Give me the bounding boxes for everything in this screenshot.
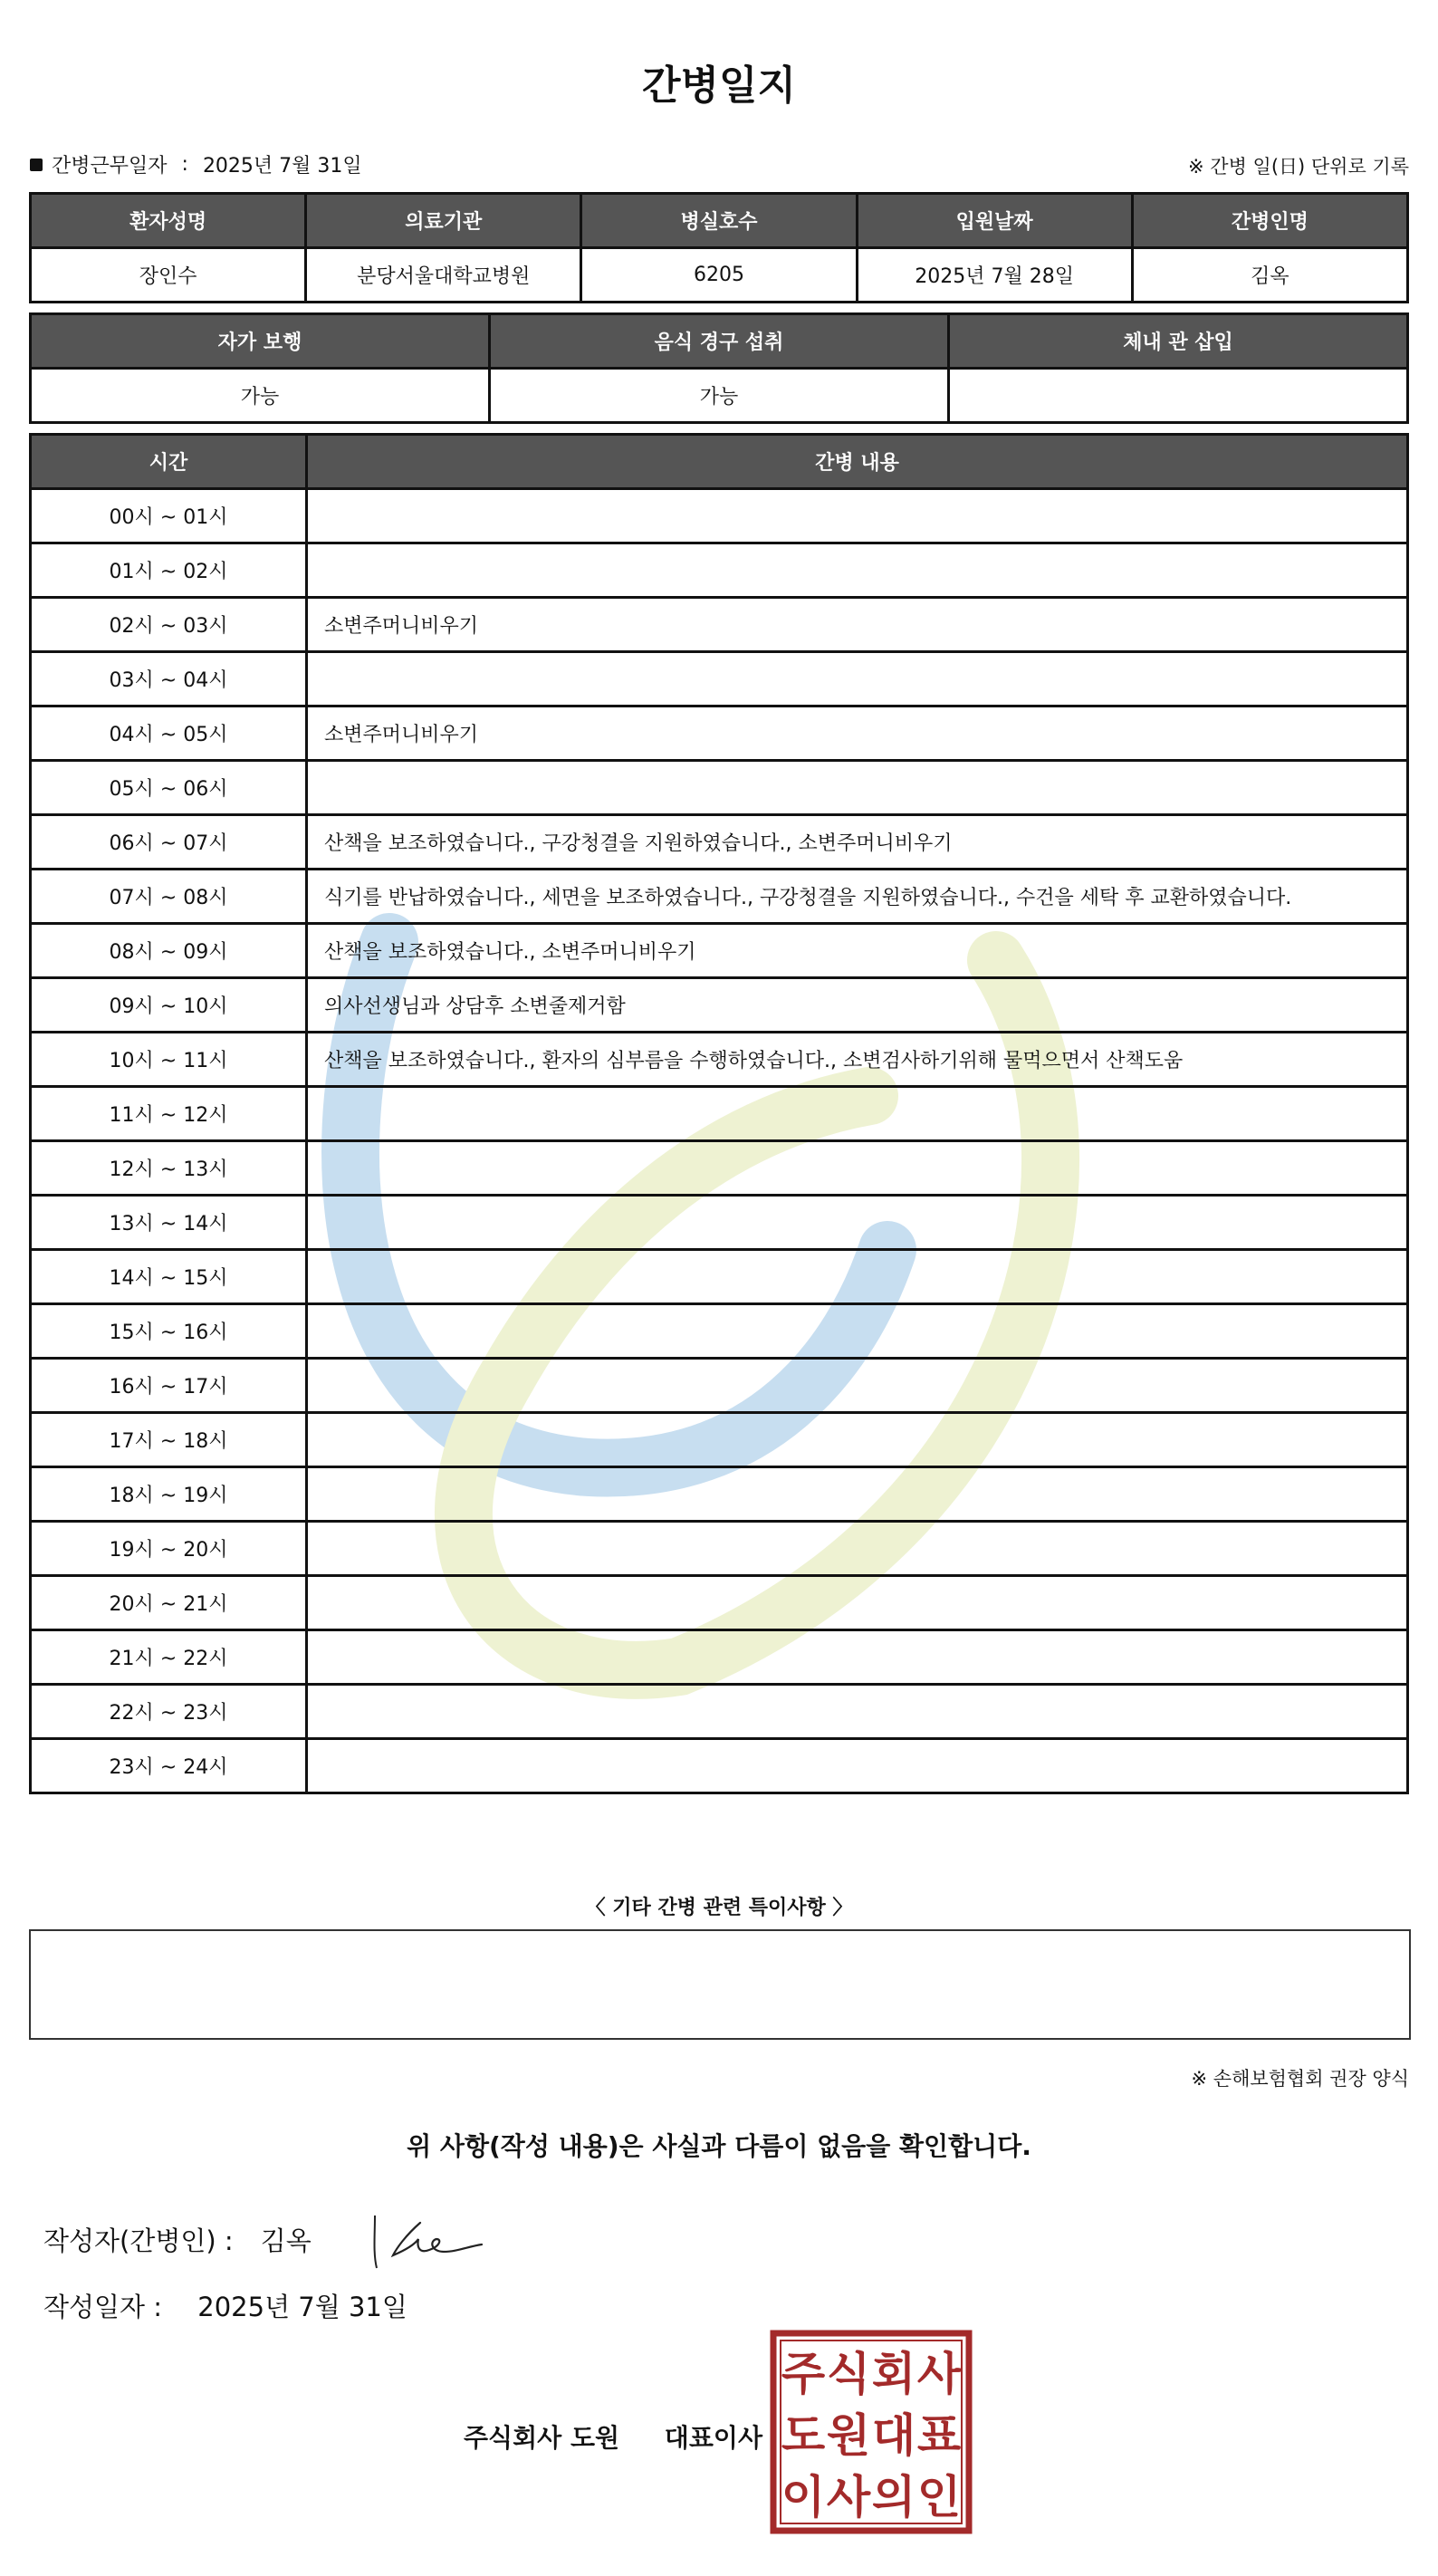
time-slot: 12시 ~ 13시 <box>31 1141 307 1196</box>
table-row <box>31 1033 1408 1087</box>
table-row <box>31 1087 1408 1141</box>
oral-intake-value: 가능 <box>490 369 949 423</box>
patient-ability-table <box>29 312 1409 424</box>
seal-glyph: 사 <box>826 2471 871 2523</box>
table-row <box>31 1630 1408 1685</box>
care-content <box>307 1413 1408 1467</box>
page-title: 간병일지 <box>641 62 796 109</box>
seal-glyph: 사 <box>916 2348 962 2400</box>
patient-info-value-row <box>31 248 1408 303</box>
table-row <box>31 1685 1408 1739</box>
header-tube-insertion: 체내 관 삽입 <box>949 314 1408 369</box>
bullet-icon <box>30 159 43 171</box>
written-date-label: 작성일자 : <box>43 2292 163 2322</box>
care-content: 소변주머니비우기 <box>307 706 1408 761</box>
seal-glyph: 이 <box>781 2471 826 2523</box>
header-room-number: 병실호수 <box>581 194 857 248</box>
form-note: ※ 손해보험협회 권장 양식 <box>1191 2068 1409 2090</box>
table-row <box>31 543 1408 598</box>
table-row <box>31 1576 1408 1630</box>
company-signature-line <box>464 2418 762 2455</box>
care-content <box>307 543 1408 598</box>
table-row <box>31 815 1408 870</box>
table-row <box>31 978 1408 1033</box>
care-content <box>307 1087 1408 1141</box>
time-slot: 07시 ~ 08시 <box>31 870 307 924</box>
caregiver-name: 김옥 <box>1132 248 1407 303</box>
header-oral-intake: 음식 경구 섭취 <box>490 314 949 369</box>
table-row <box>31 761 1408 815</box>
special-notes-box <box>29 1929 1411 2040</box>
time-slot: 20시 ~ 21시 <box>31 1576 307 1630</box>
time-slot: 21시 ~ 22시 <box>31 1630 307 1685</box>
table-row <box>31 1141 1408 1196</box>
care-content: 식기를 반납하였습니다., 세면을 보조하였습니다., 구강청결을 지원하였습니다., 수건을 세탁 후 교환하였습니다. <box>307 870 1408 924</box>
patient-name: 장인수 <box>31 248 306 303</box>
seal-glyph: 도 <box>781 2409 826 2462</box>
work-date-label: 간병근무일자 <box>52 155 168 178</box>
time-slot: 04시 ~ 05시 <box>31 706 307 761</box>
seal-glyph: 표 <box>916 2409 962 2462</box>
writer-name: 김옥 <box>260 2225 312 2256</box>
writer-row <box>43 2221 312 2258</box>
confirmation-statement: 위 사항(작성 내용)은 사실과 다름이 없음을 확인합니다. <box>407 2131 1031 2161</box>
time-slot: 11시 ~ 12시 <box>31 1087 307 1141</box>
care-content <box>307 1467 1408 1522</box>
time-slot: 06시 ~ 07시 <box>31 815 307 870</box>
hospital-name: 분당서울대학교병원 <box>306 248 581 303</box>
time-slot: 02시 ~ 03시 <box>31 598 307 652</box>
time-slot: 00시 ~ 01시 <box>31 489 307 543</box>
work-date-separator: : <box>181 153 188 176</box>
handwritten-signature <box>369 2208 487 2272</box>
care-content <box>307 1250 1408 1304</box>
care-content <box>307 761 1408 815</box>
ability-value-row <box>31 369 1408 423</box>
header-patient-name: 환자성명 <box>31 194 306 248</box>
writer-label: 작성자(간병인) : <box>43 2225 234 2256</box>
header-care-content: 간병 내용 <box>307 435 1408 489</box>
care-log-header-row <box>31 435 1408 489</box>
written-date-row <box>43 2287 407 2324</box>
seal-glyph: 원 <box>826 2409 871 2462</box>
table-row <box>31 598 1408 652</box>
table-row <box>31 1467 1408 1522</box>
table-row <box>31 652 1408 706</box>
company-name: 주식회사 도원 <box>464 2423 620 2453</box>
care-content <box>307 1196 1408 1250</box>
time-slot: 18시 ~ 19시 <box>31 1467 307 1522</box>
patient-info-table <box>29 192 1409 303</box>
self-walking-value: 가능 <box>31 369 490 423</box>
table-row <box>31 1739 1408 1793</box>
table-row <box>31 1522 1408 1576</box>
representative-title: 대표이사 <box>664 2423 762 2453</box>
header-self-walking: 자가 보행 <box>31 314 490 369</box>
record-note: ※ 간병 일(日) 단위로 기록 <box>1188 156 1409 178</box>
care-content <box>307 489 1408 543</box>
time-slot: 23시 ~ 24시 <box>31 1739 307 1793</box>
written-date-value: 2025년 7월 31일 <box>197 2292 407 2322</box>
time-slot: 15시 ~ 16시 <box>31 1304 307 1359</box>
table-row <box>31 870 1408 924</box>
header-hospital: 의료기관 <box>306 194 581 248</box>
care-content <box>307 1685 1408 1739</box>
header-admission-date: 입원날짜 <box>857 194 1132 248</box>
care-content <box>307 1630 1408 1685</box>
care-content: 의사선생님과 상담후 소변줄제거함 <box>307 978 1408 1033</box>
care-content: 소변주머니비우기 <box>307 598 1408 652</box>
seal-glyph: 대 <box>871 2409 916 2462</box>
time-slot: 05시 ~ 06시 <box>31 761 307 815</box>
care-content <box>307 1304 1408 1359</box>
room-number: 6205 <box>581 248 857 303</box>
seal-glyph: 인 <box>916 2471 962 2523</box>
header-time: 시간 <box>31 435 307 489</box>
care-content <box>307 652 1408 706</box>
care-content: 산책을 보조하였습니다., 환자의 심부름을 수행하였습니다., 소변검사하기위해 물먹으면서 산책도움 <box>307 1033 1408 1087</box>
time-slot: 17시 ~ 18시 <box>31 1413 307 1467</box>
work-date-row <box>30 150 362 178</box>
table-row <box>31 1250 1408 1304</box>
ability-header-row <box>31 314 1408 369</box>
time-slot: 13시 ~ 14시 <box>31 1196 307 1250</box>
care-content <box>307 1739 1408 1793</box>
table-row <box>31 1413 1408 1467</box>
time-slot: 03시 ~ 04시 <box>31 652 307 706</box>
care-content <box>307 1141 1408 1196</box>
time-slot: 08시 ~ 09시 <box>31 924 307 978</box>
table-row <box>31 924 1408 978</box>
tube-insertion-value <box>949 369 1408 423</box>
time-slot: 14시 ~ 15시 <box>31 1250 307 1304</box>
seal-glyph: 주 <box>781 2348 826 2400</box>
care-content: 산책을 보조하였습니다., 구강청결을 지원하였습니다., 소변주머니비우기 <box>307 815 1408 870</box>
time-slot: 22시 ~ 23시 <box>31 1685 307 1739</box>
seal-glyph: 식 <box>826 2348 871 2400</box>
header-caregiver-name: 간병인명 <box>1132 194 1407 248</box>
care-content <box>307 1576 1408 1630</box>
care-log-table <box>29 433 1409 1794</box>
time-slot: 16시 ~ 17시 <box>31 1359 307 1413</box>
table-row <box>31 706 1408 761</box>
table-row <box>31 489 1408 543</box>
time-slot: 01시 ~ 02시 <box>31 543 307 598</box>
time-slot: 10시 ~ 11시 <box>31 1033 307 1087</box>
seal-glyph: 회 <box>871 2348 916 2400</box>
work-date-value: 2025년 7월 31일 <box>202 155 362 178</box>
care-content <box>307 1359 1408 1413</box>
company-seal-stamp <box>770 2330 973 2534</box>
time-slot: 09시 ~ 10시 <box>31 978 307 1033</box>
table-row <box>31 1304 1408 1359</box>
table-row <box>31 1196 1408 1250</box>
care-log-body <box>31 489 1408 1793</box>
patient-info-header-row <box>31 194 1408 248</box>
care-content: 산책을 보조하였습니다., 소변주머니비우기 <box>307 924 1408 978</box>
seal-glyph: 의 <box>871 2471 916 2523</box>
table-row <box>31 1359 1408 1413</box>
time-slot: 19시 ~ 20시 <box>31 1522 307 1576</box>
special-notes-title: 〈 기타 간병 관련 특이사항 〉 <box>585 1897 853 1919</box>
care-content <box>307 1522 1408 1576</box>
admission-date: 2025년 7월 28일 <box>857 248 1132 303</box>
